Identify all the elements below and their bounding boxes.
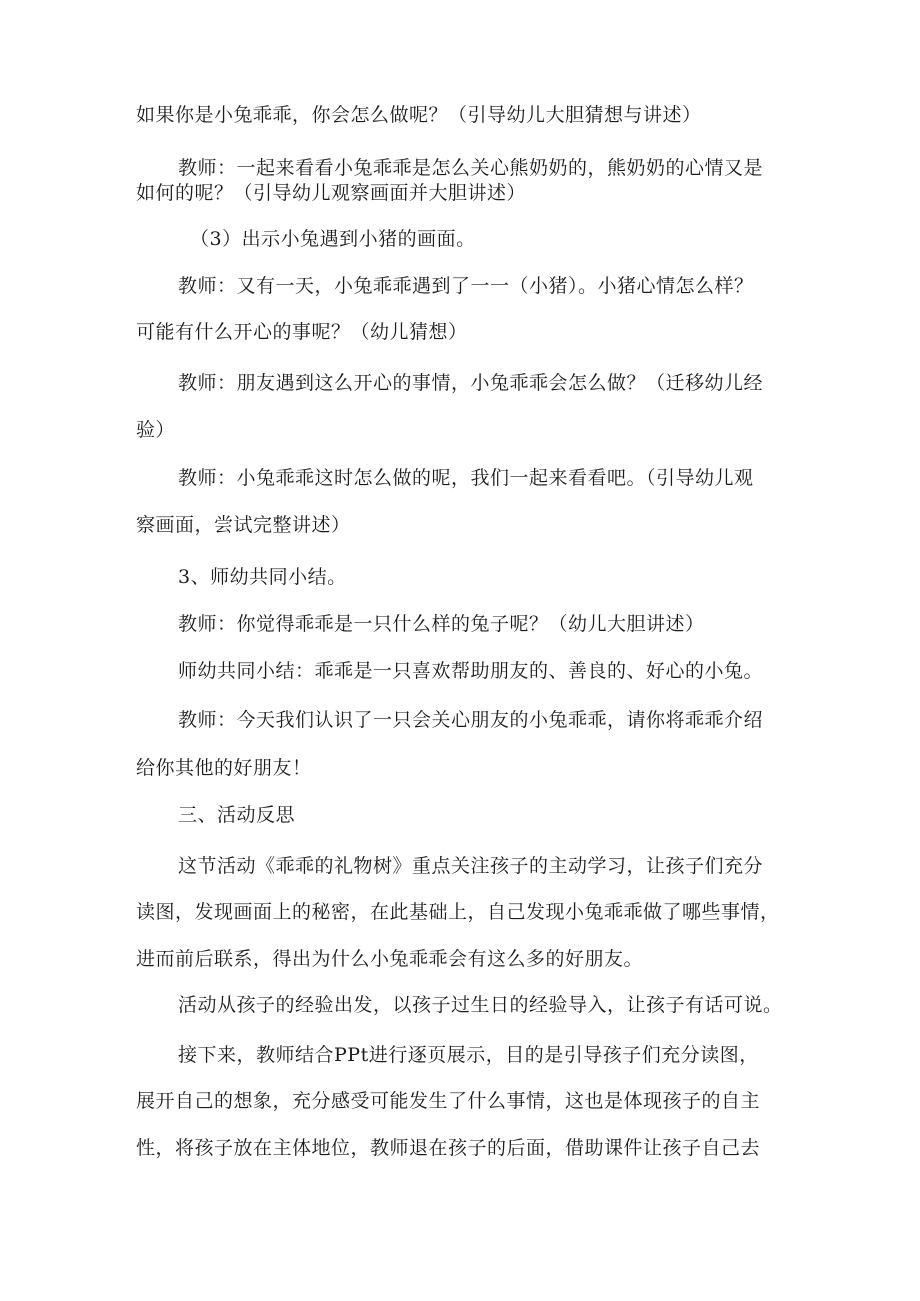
text-line: 教师：一起来看看小兔乖乖是怎么关心熊奶奶的，熊奶奶的心情又是 xyxy=(178,157,764,179)
text-line: 性，将孩子放在主体地位，教师退在孩子的后面，借助课件让孩子自己去 xyxy=(136,1137,761,1159)
text-line: （3）出示小兔遇到小猪的画面。 xyxy=(190,228,476,250)
text-line: 教师：朋友遇到这么开心的事情，小兔乖乖会怎么做？（迁移幼儿经 xyxy=(178,372,764,394)
text-line: 察画面，尝试完整讲述） xyxy=(136,514,351,536)
section-heading: 3、师幼共同小结。 xyxy=(178,566,347,588)
text-line: 如何的呢？（引导幼儿观察画面并大胆讲述） xyxy=(136,182,527,204)
text-line: 活动从孩子的经验出发，以孩子过生日的经验导入，让孩子有话可说。 xyxy=(178,994,783,1016)
text-line: 给你其他的好朋友！ xyxy=(136,757,312,779)
text-line: 接下来，教师结合PPt进行逐页展示，目的是引导孩子们充分读图， xyxy=(178,1044,759,1066)
text-line: 验） xyxy=(136,419,176,441)
section-heading: 三、活动反思 xyxy=(178,804,296,826)
text-line: 展开自己的想象，充分感受可能发生了什么事情，这也是体现孩子的自主 xyxy=(136,1090,761,1112)
text-line: 教师：今天我们认识了一只会关心朋友的小兔乖乖，请你将乖乖介绍 xyxy=(178,709,764,731)
text-line: 教师：你觉得乖乖是一只什么样的兔子呢？（幼儿大胆讲述） xyxy=(178,613,705,635)
text-line: 这节活动《乖乖的礼物树》重点关注孩子的主动学习，让孩子们充分 xyxy=(178,855,764,877)
text-line: 进而前后联系，得出为什么小兔乖乖会有这么多的好朋友。 xyxy=(136,948,644,970)
text-line: 如果你是小兔乖乖，你会怎么做呢？（引导幼儿大胆猜想与讲述） xyxy=(136,104,702,126)
text-line: 教师：小兔乖乖这时怎么做的呢，我们一起来看看吧。（引导幼儿观 xyxy=(178,467,754,489)
text-line: 教师：又有一天，小兔乖乖遇到了一一（小猪）。小猪心情怎么样？ xyxy=(178,275,754,297)
text-line: 读图，发现画面上的秘密，在此基础上，自己发现小兔乖乖做了哪些事情， xyxy=(136,901,780,923)
text-line: 可能有什么开心的事呢？（幼儿猜想） xyxy=(136,321,468,343)
text-line: 师幼共同小结：乖乖是一只喜欢帮助朋友的、善良的、好心的小兔。 xyxy=(178,660,764,682)
